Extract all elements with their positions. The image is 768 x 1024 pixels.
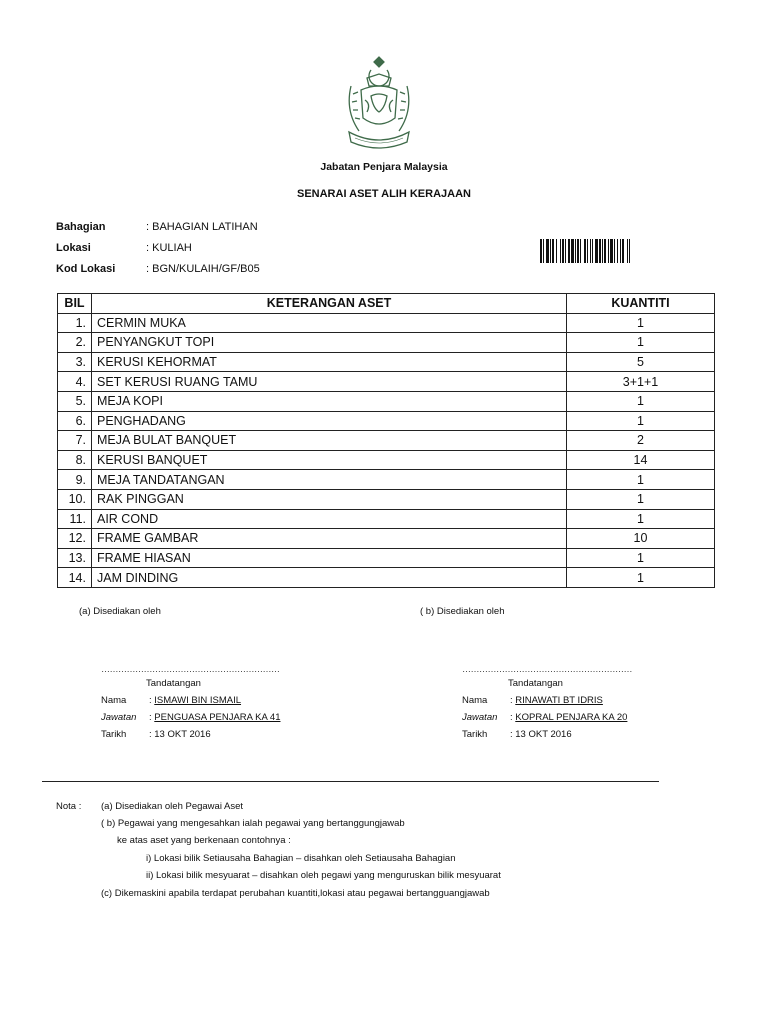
cell-qty: 1 bbox=[567, 313, 715, 333]
cell-bil: 9. bbox=[58, 470, 92, 490]
right-tarikh-value: : 13 OKT 2016 bbox=[510, 729, 572, 740]
right-nama-value: RINAWATI BT IDRIS bbox=[515, 695, 603, 706]
cell-bil: 11. bbox=[58, 509, 92, 529]
nota-label: Nota : bbox=[56, 801, 82, 812]
left-prepared-by: (a) Disediakan oleh bbox=[79, 606, 161, 617]
table-row bbox=[58, 548, 715, 568]
divider bbox=[42, 781, 659, 782]
bahagian-value: : BAHAGIAN LATIHAN bbox=[146, 221, 258, 233]
lokasi-label: Lokasi bbox=[56, 242, 91, 254]
cell-bil: 5. bbox=[58, 391, 92, 411]
table-row bbox=[58, 450, 715, 470]
table-row bbox=[58, 470, 715, 490]
right-jawatan-label: Jawatan bbox=[462, 712, 498, 723]
table-row bbox=[58, 333, 715, 353]
cell-bil: 1. bbox=[58, 313, 92, 333]
header-kuantiti: KUANTITI bbox=[567, 294, 715, 314]
cell-desc: KERUSI KEHORMAT bbox=[92, 352, 567, 372]
right-prepared-by: ( b) Disediakan oleh bbox=[420, 606, 505, 617]
agency-name: Jabatan Penjara Malaysia bbox=[320, 161, 448, 173]
cell-bil: 6. bbox=[58, 411, 92, 431]
cell-desc: SET KERUSI RUANG TAMU bbox=[92, 372, 567, 392]
barcode-icon bbox=[540, 239, 694, 263]
table-row bbox=[58, 568, 715, 588]
cell-bil: 2. bbox=[58, 333, 92, 353]
cell-qty: 14 bbox=[567, 450, 715, 470]
left-jawatan-value: PENGUASA PENJARA KA 41 bbox=[154, 712, 281, 723]
cell-desc: PENYANGKUT TOPI bbox=[92, 333, 567, 353]
nota-line-b-cont: ke atas aset yang berkenaan contohnya : bbox=[117, 835, 291, 846]
table-header-row bbox=[58, 294, 715, 314]
cell-desc: MEJA BULAT BANQUET bbox=[92, 431, 567, 451]
cell-qty: 1 bbox=[567, 333, 715, 353]
cell-desc: MEJA KOPI bbox=[92, 391, 567, 411]
cell-desc: FRAME HIASAN bbox=[92, 548, 567, 568]
cell-bil: 13. bbox=[58, 548, 92, 568]
document-title: SENARAI ASET ALIH KERAJAAN bbox=[297, 188, 471, 200]
table-row bbox=[58, 489, 715, 509]
right-nama-label: Nama bbox=[462, 695, 488, 706]
left-nama-value: ISMAWI BIN ISMAIL bbox=[154, 695, 242, 706]
table-row bbox=[58, 411, 715, 431]
crest-logo-icon bbox=[341, 56, 417, 152]
right-jawatan-value: KOPRAL PENJARA KA 20 bbox=[515, 712, 628, 723]
left-jawatan-label: Jawatan bbox=[101, 712, 137, 723]
cell-bil: 10. bbox=[58, 489, 92, 509]
cell-qty: 2 bbox=[567, 431, 715, 451]
left-nama-label: Nama bbox=[101, 695, 127, 706]
left-tarikh-label: Tarikh bbox=[101, 729, 127, 740]
table-row bbox=[58, 352, 715, 372]
cell-desc: PENGHADANG bbox=[92, 411, 567, 431]
cell-qty: 5 bbox=[567, 352, 715, 372]
cell-desc: AIR COND bbox=[92, 509, 567, 529]
right-signature-label: Tandatangan bbox=[508, 678, 563, 689]
cell-qty: 1 bbox=[567, 548, 715, 568]
bahagian-label: Bahagian bbox=[56, 221, 106, 233]
cell-qty: 10 bbox=[567, 529, 715, 549]
right-tarikh-label: Tarikh bbox=[462, 729, 488, 740]
cell-desc: CERMIN MUKA bbox=[92, 313, 567, 333]
nota-line-a: (a) Disediakan oleh Pegawai Aset bbox=[101, 801, 244, 812]
kod-lokasi-value: : BGN/KULAIH/GF/B05 bbox=[146, 263, 260, 275]
cell-bil: 3. bbox=[58, 352, 92, 372]
table-row bbox=[58, 391, 715, 411]
cell-desc: MEJA TANDATANGAN bbox=[92, 470, 567, 490]
left-signature-label: Tandatangan bbox=[146, 678, 201, 689]
cell-desc: JAM DINDING bbox=[92, 568, 567, 588]
left-signature-line: ……………………………………………………… bbox=[101, 664, 280, 674]
cell-desc: FRAME GAMBAR bbox=[92, 529, 567, 549]
right-signature-line: …………………………………………………… bbox=[462, 664, 632, 674]
table-row bbox=[58, 529, 715, 549]
cell-desc: RAK PINGGAN bbox=[92, 489, 567, 509]
cell-qty: 1 bbox=[567, 568, 715, 588]
cell-bil: 4. bbox=[58, 372, 92, 392]
cell-bil: 8. bbox=[58, 450, 92, 470]
table-row bbox=[58, 372, 715, 392]
cell-bil: 12. bbox=[58, 529, 92, 549]
asset-table bbox=[57, 293, 715, 588]
cell-qty: 1 bbox=[567, 411, 715, 431]
header-bil: BIL bbox=[58, 294, 92, 314]
nota-line-i: i) Lokasi bilik Setiausaha Bahagian – disahkan oleh Setiausaha Bahagian bbox=[146, 853, 456, 864]
cell-bil: 14. bbox=[58, 568, 92, 588]
nota-line-c: (c) Dikemaskini apabila terdapat perubahan kuantiti,lokasi atau pegawai bertangguangjawab bbox=[101, 888, 490, 899]
cell-bil: 7. bbox=[58, 431, 92, 451]
cell-qty: 1 bbox=[567, 509, 715, 529]
table-row bbox=[58, 313, 715, 333]
header-keterangan: KETERANGAN ASET bbox=[92, 294, 567, 314]
nota-line-ii: ii) Lokasi bilik mesyuarat – disahkan oleh pegawi yang menguruskan bilik mesyuarat bbox=[146, 870, 501, 881]
table-row bbox=[58, 431, 715, 451]
cell-qty: 1 bbox=[567, 489, 715, 509]
cell-qty: 1 bbox=[567, 391, 715, 411]
nota-line-b: ( b) Pegawai yang mengesahkan ialah pegawai yang bertanggungjawab bbox=[101, 818, 405, 829]
left-tarikh-value: : 13 OKT 2016 bbox=[149, 729, 211, 740]
table-row bbox=[58, 509, 715, 529]
cell-qty: 1 bbox=[567, 470, 715, 490]
cell-desc: KERUSI BANQUET bbox=[92, 450, 567, 470]
cell-qty: 3+1+1 bbox=[567, 372, 715, 392]
lokasi-value: : KULIAH bbox=[146, 242, 192, 254]
kod-lokasi-label: Kod Lokasi bbox=[56, 263, 116, 275]
